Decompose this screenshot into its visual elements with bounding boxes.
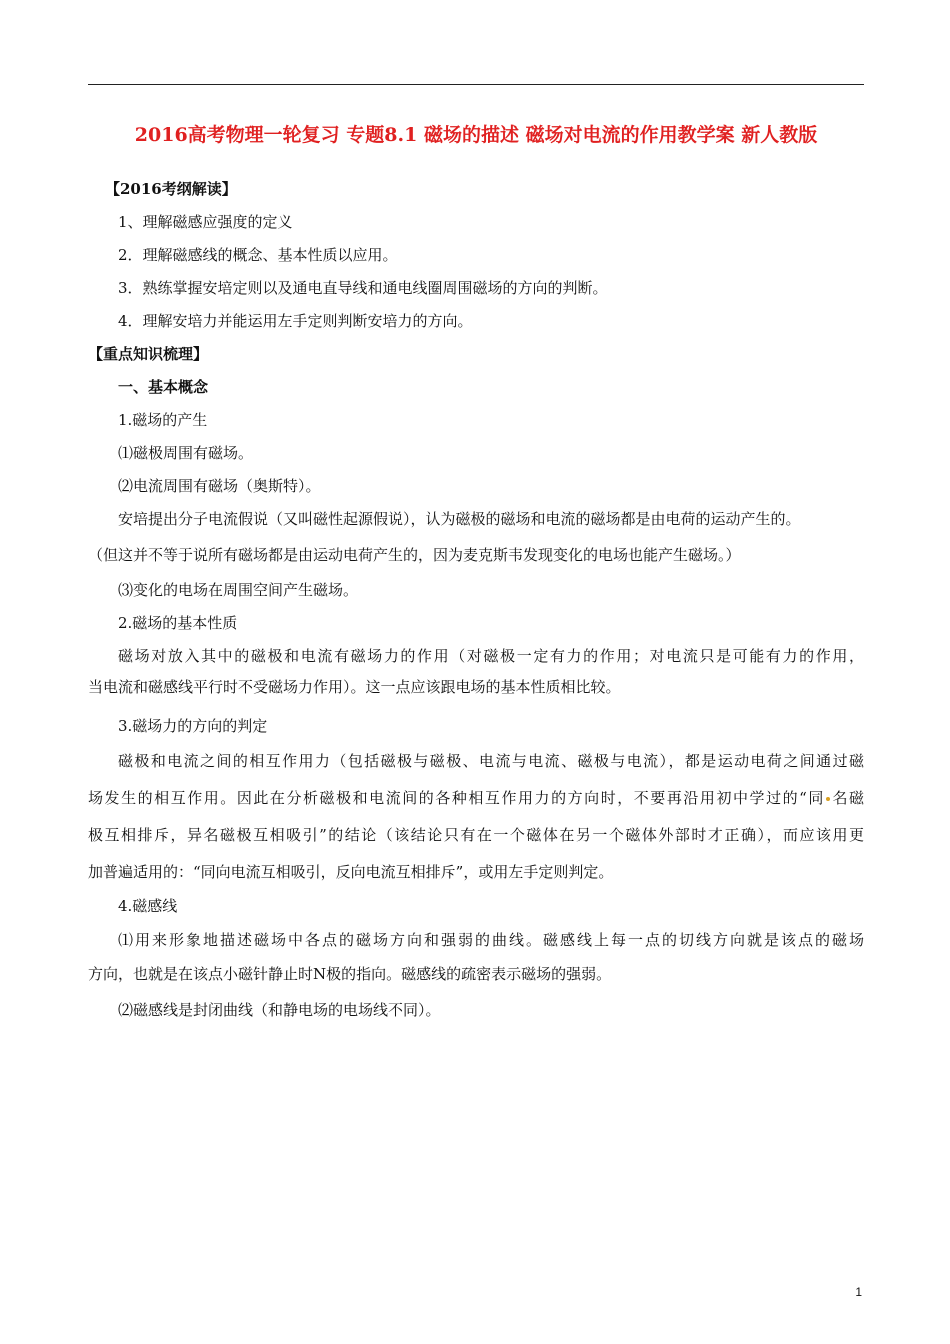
ampere-hypothesis-line-1: 安培提出分子电流假说（又叫磁性起源假说），认为磁极的磁场和电流的磁场都是由电荷的运动产生的。 [118,510,801,528]
force-direction-line-3: 极互相排斥，异名磁极互相吸引”的结论（该结论只有在一个磁体在另一个磁体外部时才正确），而应该用更 [88,826,864,844]
header-rule [88,84,864,85]
field-origin-item-2: ⑵电流周围有磁场（奥斯特）。 [118,477,321,495]
field-lines-paragraph [88,930,864,998]
section-basic-concepts: 一、基本概念 [118,378,209,396]
syllabus-heading: 【2016考纲解读】 [105,180,237,198]
field-origin-item-3: ⑶变化的电场在周围空间产生磁场。 [118,581,359,599]
subsection-field-origin-title: 1.磁场的产生 [118,411,208,429]
basic-property-line-1: 磁场对放入其中的磁极和电流有磁场力的作用（对磁极一定有力的作用；对电流只是可能有力的作用， [118,647,864,665]
syllabus-item-4: 4．理解安培力并能运用左手定则判断安培力的方向。 [118,312,473,330]
knowledge-heading: 【重点知识梳理】 [88,345,209,363]
ampere-hypothesis-line-2: （但这并不等于说所有磁场都是由运动电荷产生的，因为麦克斯韦发现变化的电场也能产生磁场。） [88,546,741,564]
document-title: 2016高考物理一轮复习 专题8.1 磁场的描述 磁场对电流的作用教学案 新人教版 [134,124,818,146]
page-number: 1 [855,1285,862,1299]
field-lines-line-2: 方向，也就是在该点小磁针静止时N极的指向。磁感线的疏密表示磁场的强弱。 [88,965,612,983]
syllabus-item-2: 2．理解磁感线的概念、基本性质以应用。 [118,246,398,264]
force-direction-line-2: 场发生的相互作用。因此在分析磁极和电流间的各种相互作用力的方向时，不要再沿用初中学过的“同 名磁 [88,789,864,807]
syllabus-item-3: 3．熟练掌握安培定则以及通电直导线和通电线圈周围磁场的方向的判断。 [118,279,608,297]
subsection-field-lines-title: 4.磁感线 [118,897,178,915]
subsection-force-direction-title: 3.磁场力的方向的判定 [118,717,268,735]
subsection-basic-property-title: 2.磁场的基本性质 [118,614,238,632]
annotation-marker [826,797,830,801]
force-direction-line-1: 磁极和电流之间的相互作用力（包括磁极与磁极、电流与电流、磁极与电流），都是运动电荷之间通过磁 [118,752,864,770]
field-lines-line-1: ⑴用来形象地描述磁场中各点的磁场方向和强弱的曲线。磁感线上每一点的切线方向就是该点的磁场 [118,931,864,949]
basic-property-line-2: 当电流和磁感线平行时不受磁场力作用）。这一点应该跟电场的基本性质相比较。 [88,678,621,696]
syllabus-item-1: 1、理解磁感应强度的定义 [118,213,293,231]
force-direction-line-4: 加普遍适用的：“同向电流互相吸引，反向电流互相排斥”，或用左手定则判定。 [88,863,614,881]
force-direction-paragraph [88,751,864,899]
field-lines-item-2: ⑵磁感线是封闭曲线（和静电场的电场线不同）。 [118,1001,441,1019]
field-origin-item-1: ⑴磁极周围有磁场。 [118,444,254,462]
basic-property-paragraph [88,646,864,708]
